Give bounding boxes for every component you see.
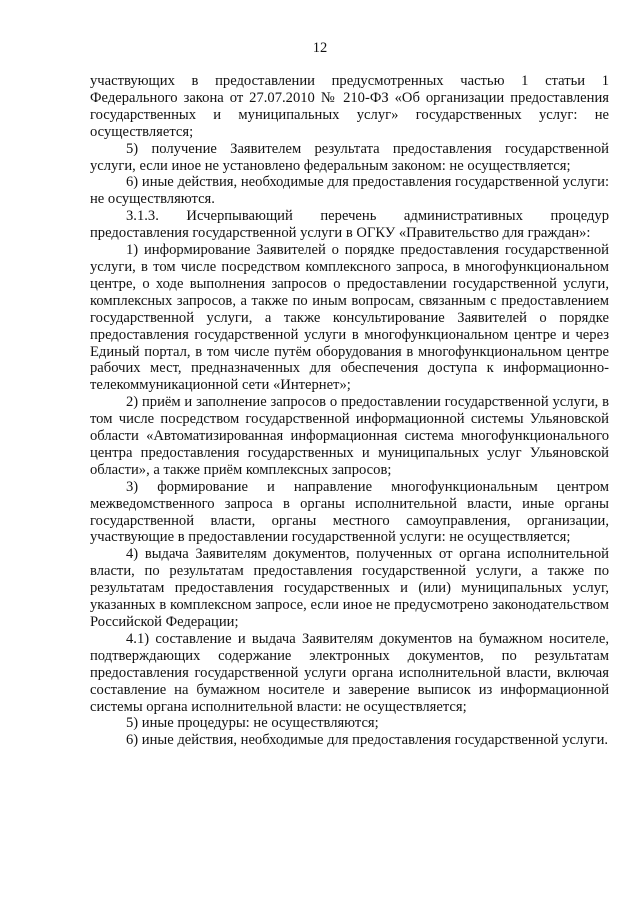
paragraph-item-5-other-procedures: 5) иные процедуры: не осуществляются; [126, 715, 379, 732]
paragraph-item-4-1-paper-documents: 4.1) составление и выдача Заявителям документов на бумажном носителе, подтверждающих содержание электронных документов, по результатам предоставления государственной услуги органа исполнительной власти, включая составление на бумажном носителе и заверение выписок из информационной системы органа исполнительной власти: не осуществляется; [90, 630, 609, 715]
paragraph-section-3-1-3: 3.1.3. Исчерпывающий перечень административных процедур предоставления государственной услуги в ОГКУ «Правительство для граждан»: [90, 208, 609, 242]
paragraph-item-6-other-actions-final: 6) иные действия, необходимые для предоставления государственной услуги. [126, 732, 609, 749]
paragraph-item-3-interagency-request: 3) формирование и направление многофункциональным центром межведомственного запроса в органы исполнительной власти, иные органы государственной власти, органы местного самоуправления, организации, участвующие в предоставлении государственной услуги: не осуществляется; [90, 478, 609, 546]
page-number: 12 [312, 40, 328, 56]
document-body [90, 73, 609, 749]
paragraph-item-5-result: 5) получение Заявителем результата предоставления государственной услуги, если иное не установлено федеральным законом: не осуществляется; [90, 140, 609, 174]
paragraph-item-4-issuance: 4) выдача Заявителям документов, полученных от органа исполнительной власти, по результатам предоставления государственной услуги, а также по результатам предоставления государственных и (или) муниципальных услуг, указанных в комплексном запросе, если иное не предусмотрено законодательством Российской Федерации; [90, 546, 609, 630]
paragraph-item-1-informing: 1) информирование Заявителей о порядке предоставления государственной услуги, в том числе посредством комплексного запроса, в многофункциональном центре, о ходе выполнения запросов о предоставлении государственной услуги, комплексных запросов, а также по иным вопросам, связанным с предоставлением государственной услуги, а также консультирование Заявителей о порядке предоставления государственной услуги в многофункциональном центре и через Единый портал, в том числе путём оборудования в многофункциональном центре рабочих мест, предназначенных для обеспечения доступа к информационно-телекоммуникационной сети «Интернет»; [90, 242, 609, 394]
paragraph-item-6-other-actions: 6) иные действия, необходимые для предоставления государственной услуги: не осуществляются. [90, 174, 609, 208]
paragraph-item-2-reception: 2) приём и заполнение запросов о предоставлении государственной услуги, в том числе посредством государственной информационной системы Ульяновской области «Автоматизированная информационная система многофункционального центра предоставления государственных и муниципальных услуг Ульяновской области», а также приём комплексных запросов; [90, 394, 609, 478]
paragraph-continuation: участвующих в предоставлении предусмотренных частью 1 статьи 1 Федерального закона от 27.07.2010 № 210-ФЗ «Об организации предоставления государственных и муниципальных услуг» государственных услуг: не осуществляется; [90, 73, 609, 140]
